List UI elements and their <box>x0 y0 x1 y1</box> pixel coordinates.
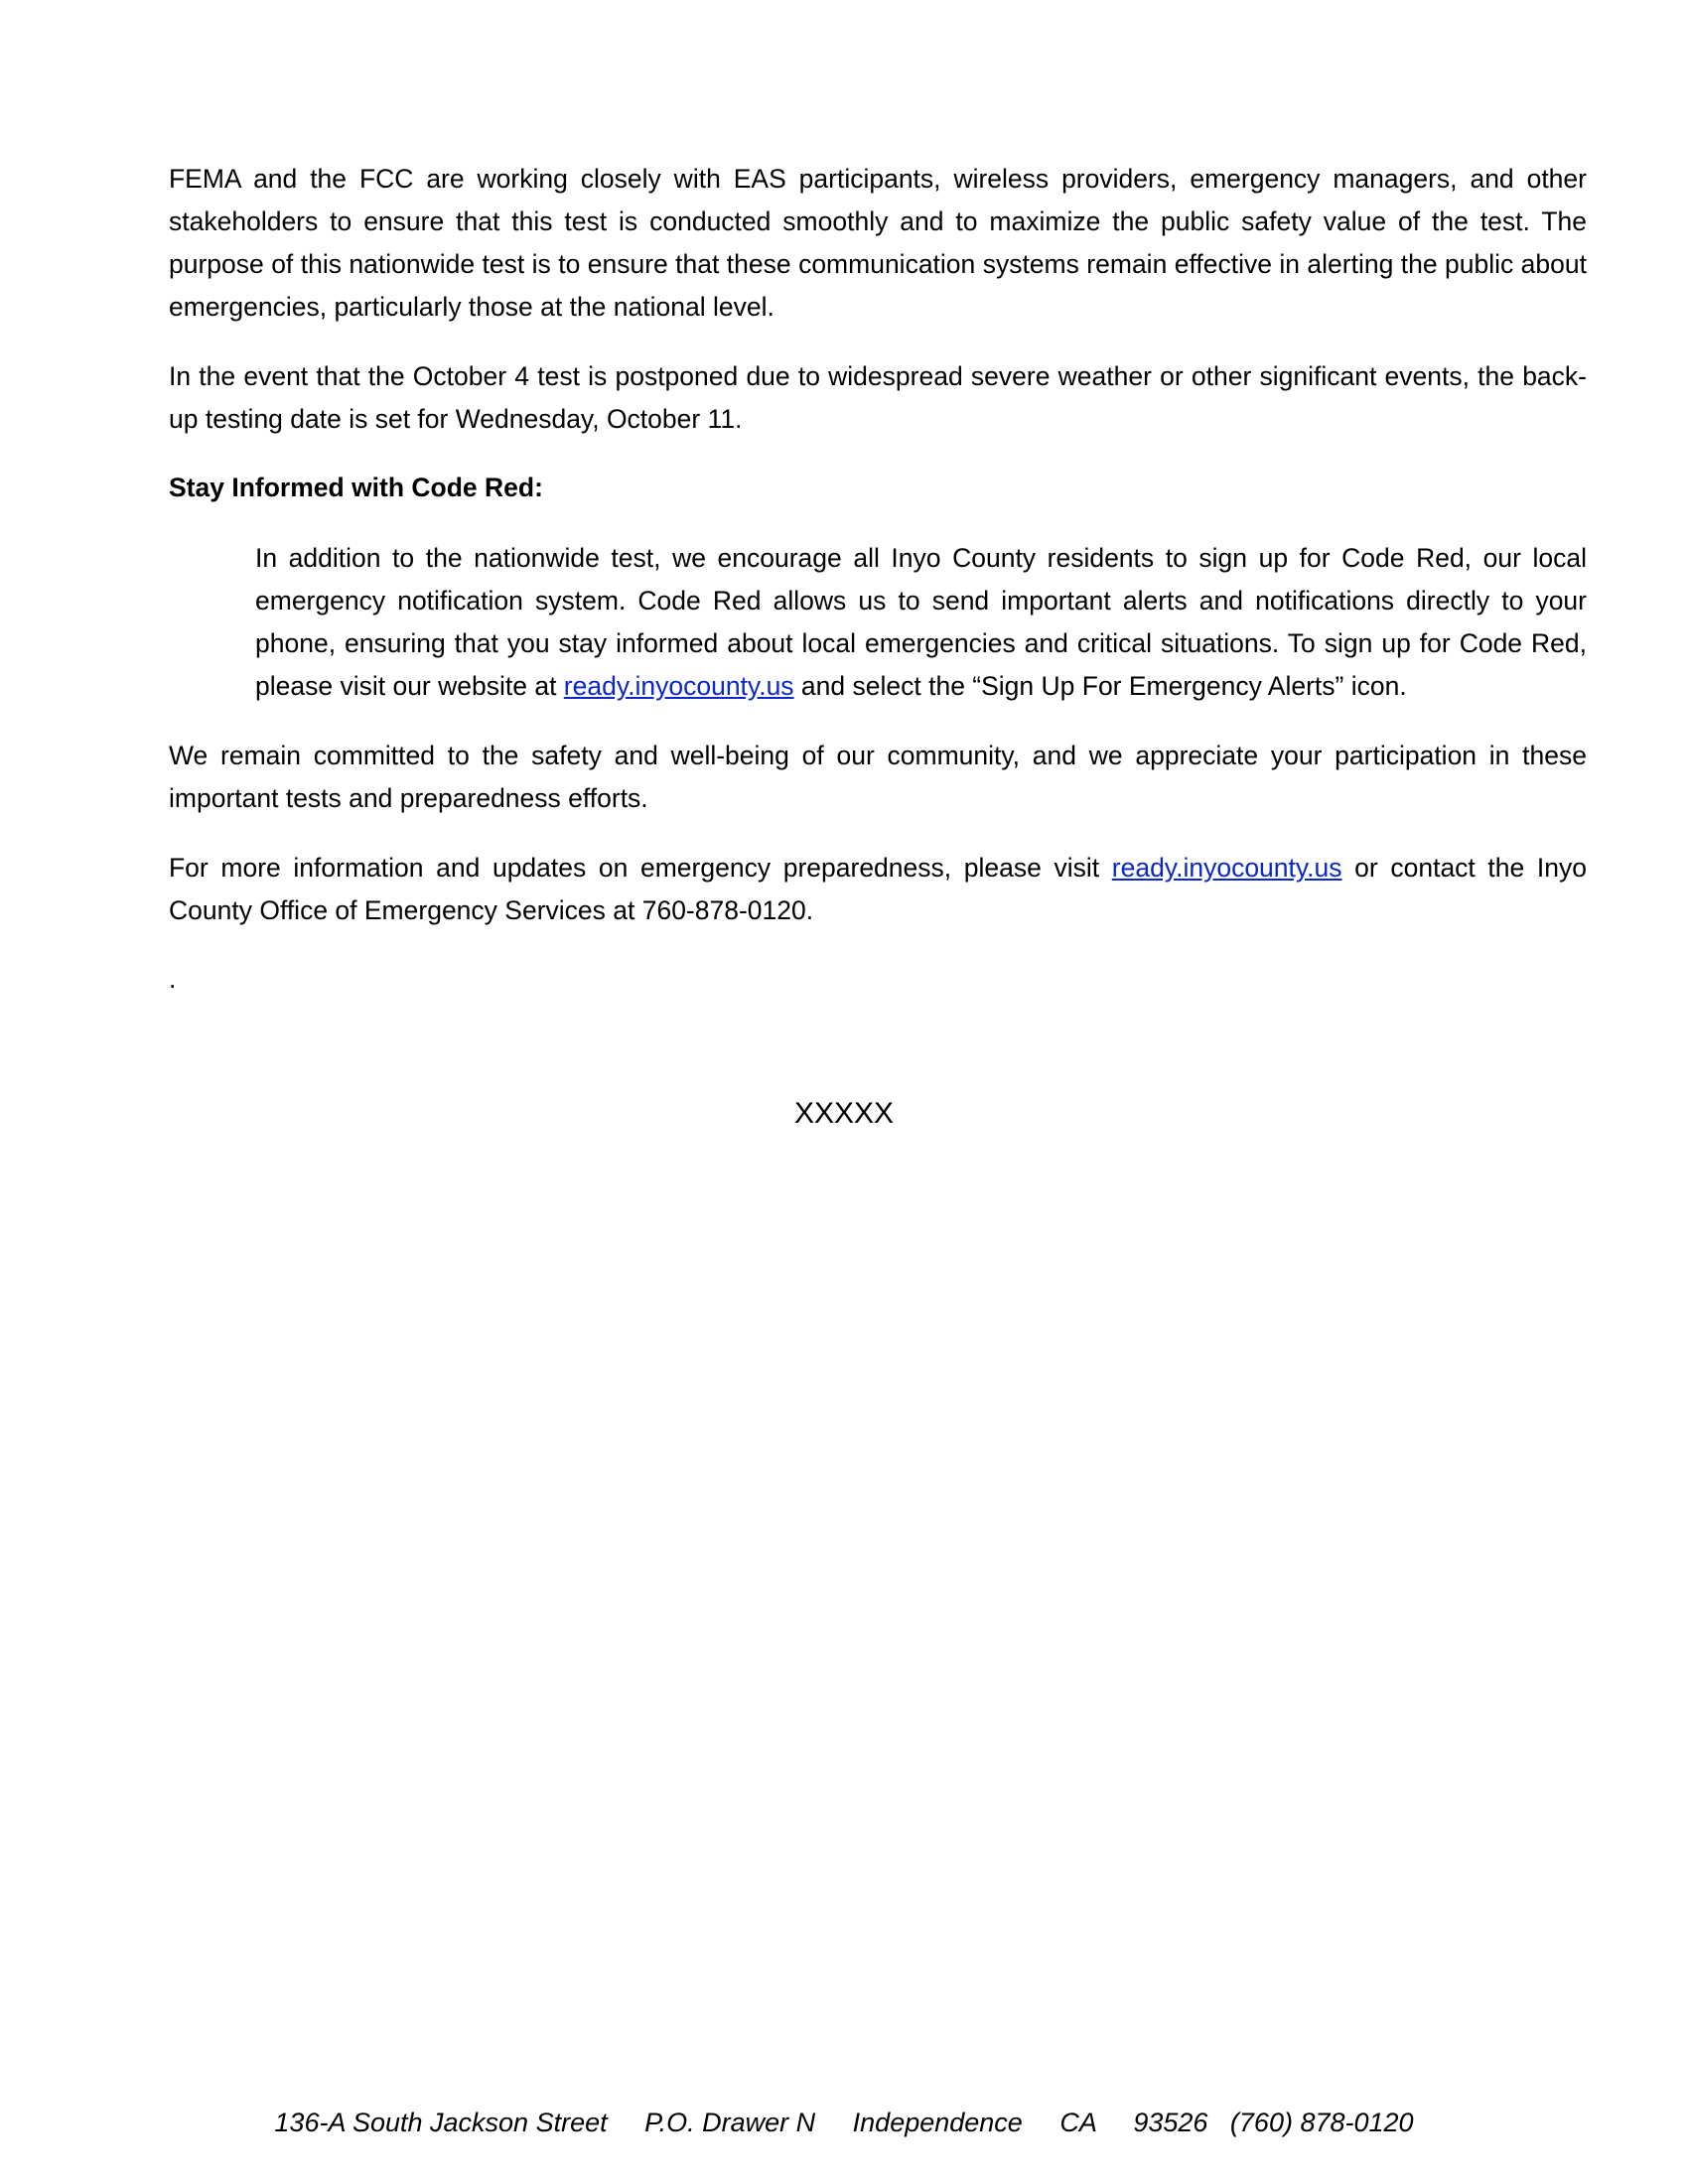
paragraph-more-info <box>169 847 1587 932</box>
paragraph-code-red <box>255 537 1587 708</box>
code-red-text-before-link: In addition to the nationwide test, we encourage all Inyo County residents to sign up for Code Red, our local emergency notification system. Code Red allows us to send important alerts and notifications directly to your phone, ensuring that you stay informed about local emergencies and critical situations. To sign up for Code Red, please visit our website at <box>255 543 1587 701</box>
paragraph-backup-date: In the event that the October 4 test is postponed due to widespread severe weather or other significant events, the back-up testing date is set for Wednesday, October 11. <box>169 361 1587 434</box>
paragraph-commitment: We remain committed to the safety and well-being of our community, and we appreciate your participation in these important tests and preparedness efforts. <box>169 741 1587 813</box>
stray-period: . <box>169 964 177 994</box>
ready-inyocounty-link-2[interactable]: ready.inyocounty.us <box>1111 853 1342 883</box>
more-info-text-before-link: For more information and updates on emergency preparedness, please visit <box>169 853 1112 883</box>
ready-inyocounty-link-1[interactable]: ready.inyocounty.us <box>563 671 794 701</box>
more-info-text-after-link: or contact the Inyo County Office of Emergency Services at 760-878-0120. <box>169 853 1587 925</box>
code-red-text-after-link: and select the “Sign Up For Emergency Alerts” icon. <box>793 671 1407 701</box>
signature-placeholder: XXXXX <box>793 1097 895 1130</box>
heading-code-red: Stay Informed with Code Red: <box>169 473 543 502</box>
paragraph-fema-fcc: FEMA and the FCC are working closely with EAS participants, wireless providers, emergency managers, and other stakeholders to ensure that this test is conducted smoothly and to maximize the public safety value of the test. The purpose of this nationwide test is to ensure that these communication systems remain effective in alerting the public about emergencies, particularly those at the national level. <box>169 164 1587 322</box>
footer-address: 136-A South Jackson Street P.O. Drawer N Independence CA 93526 (760) 878-0120 <box>274 2108 1414 2137</box>
